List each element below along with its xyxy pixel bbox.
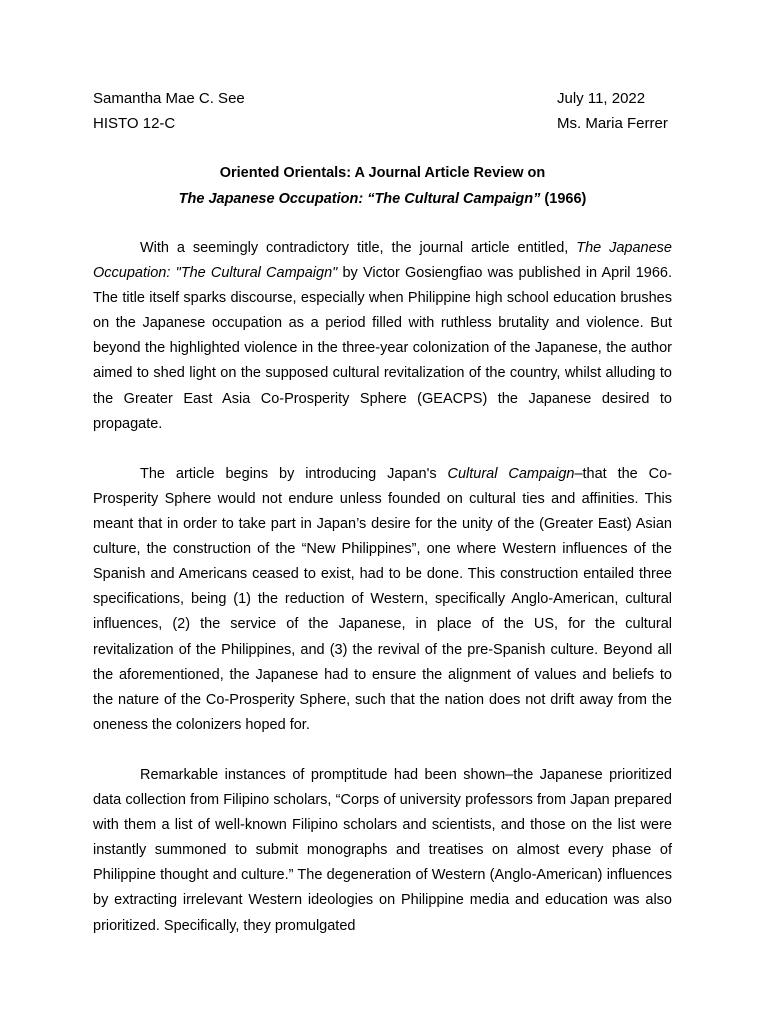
teacher-name: Ms. Maria Ferrer [557, 115, 668, 132]
class-section: HISTO 12-C [93, 115, 176, 132]
document-date: July 11, 2022 [557, 90, 646, 107]
paragraph-3: Remarkable instances of promptitude had been shown–the Japanese prioritized data collection from Filipino scholars, “Corps of university professors from Japan prepared with them a list of well-known Filipino scholars and scientists, and those on the list were instantly summoned to submit monographs and treatises on almost every phase of Philippine thought and culture.” The degeneration of Western (Anglo-American) influences by extracting irrelevant Western ideologies on Philippine media and education was also prioritized. Specifically, they promulgated [93, 766, 672, 934]
document-body [93, 236, 672, 964]
document-header [93, 86, 672, 136]
title-article-name: The Japanese Occupation: “The Cultural Campaign” [178, 191, 541, 207]
paragraph-1-text-a: With a seemingly contradictory title, the journal article entitled, [140, 240, 577, 256]
paragraph-2 [93, 462, 672, 738]
title-line-1: Oriented Orientals: A Journal Article Review on [219, 165, 546, 181]
paragraph-2-cultural-campaign: Cultural Campaign [447, 465, 575, 482]
header-row-2 [93, 111, 672, 136]
paragraph-1-article-title: The Japanese Occupation: "The Cultural Campaign" [93, 240, 672, 282]
paragraph-2-text-a: The article begins by introducing Japan's [140, 465, 448, 482]
title-year: (1966) [540, 191, 587, 207]
document-title [93, 160, 672, 212]
title-line-2 [93, 186, 672, 212]
paragraph-1 [93, 236, 672, 437]
paragraph-1-text-c: by Victor Gosiengfiao was published in April 1966. The title itself sparks discourse, especially when Philippine high school education brushes on the Japanese occupation as a period filled with ruthless brutality and violence. But beyond the highlighted violence in the three-year colonization of the Japanese, the author aimed to shed light on the supposed cultural revitalization of the country, whilst alluding to the Greater East Asia Co-Prosperity Sphere (GEACPS) the Japanese desired to propagate. [93, 265, 672, 432]
author-name: Samantha Mae C. See [93, 90, 245, 107]
paragraph-2-text-c: –that the Co-Prosperity Sphere would not endure unless founded on cultural ties and affinities. This meant that in order to take part in Japan’s desire for the unity of the (Greater East) Asian culture, the construction of the “New Philippines”, one where Western influences of the Spanish and Americans ceased to exist, had to be done. This construction entailed three specifications, being (1) the reduction of Western, specifically Anglo-American, cultural influences, (2) the service of the Japanese, in place of the US, for the cultural revitalization of the Philippines, and (3) the revival of the pre-Spanish culture. Beyond all the aforementioned, the Japanese had to ensure the alignment of values and beliefs to the nature of the Co-Prosperity Sphere, such that the nation does not drift away from the oneness the colonizers hoped for. [93, 465, 672, 733]
header-row-1 [93, 86, 672, 111]
